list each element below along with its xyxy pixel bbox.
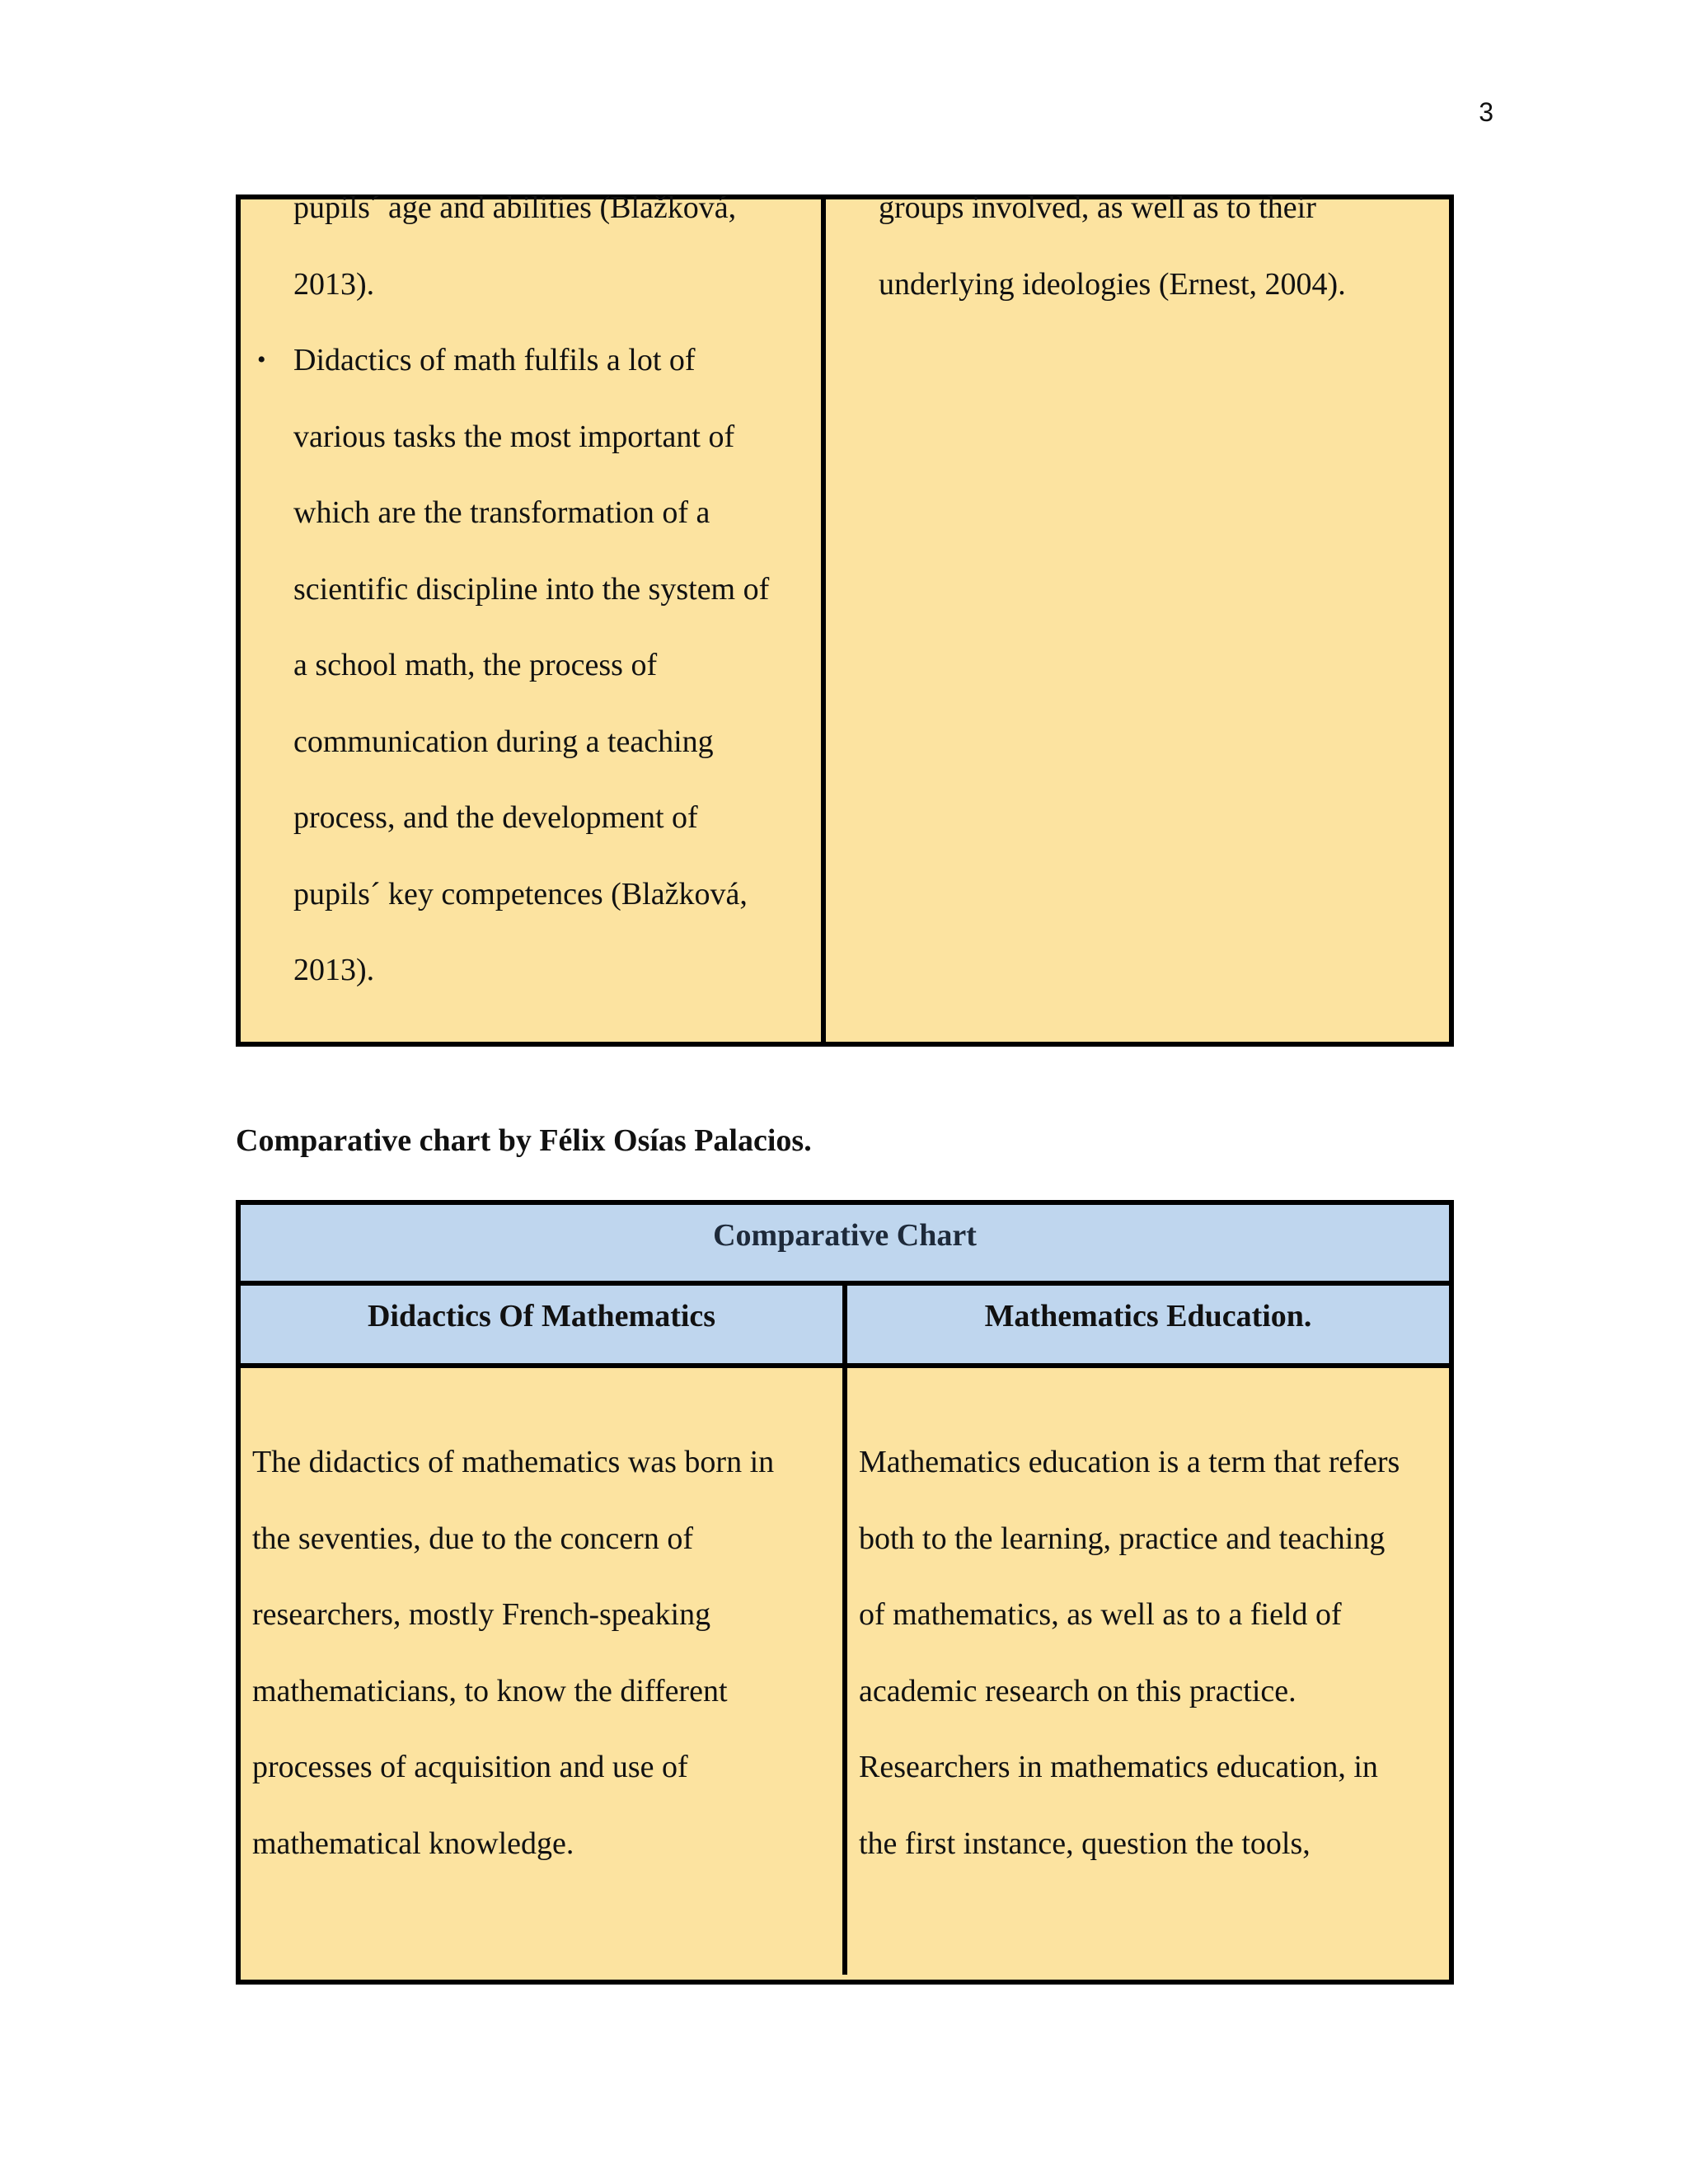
bullet-item xyxy=(254,322,769,1009)
chart-caption: Comparative chart by Félix Osías Palacios. xyxy=(236,1123,812,1158)
continued-table-left-cell xyxy=(241,190,826,1042)
text-line: pupils´ key competences (Blažková, xyxy=(293,876,748,912)
text-line: process, and the development of xyxy=(293,800,698,835)
column-header-didactics: Didactics Of Mathematics xyxy=(241,1286,847,1363)
text-line: underlying ideologies (Ernest, 2004). xyxy=(879,266,1346,302)
text-line: 2013). xyxy=(293,266,375,302)
text-line: processes of acquisition and use of xyxy=(252,1750,688,1784)
didactics-cell xyxy=(241,1368,847,1975)
text-line: both to the learning, practice and teaching xyxy=(859,1521,1386,1556)
left-cell-text xyxy=(254,170,769,1009)
text-line: a school math, the process of xyxy=(293,648,658,682)
text-line: Mathematics education is a term that refers xyxy=(859,1445,1400,1479)
text-line: mathematicians, to know the different xyxy=(252,1673,728,1708)
math-education-text xyxy=(859,1424,1400,1882)
text-line: Researchers in mathematics education, in xyxy=(859,1750,1378,1784)
text-line: academic research on this practice. xyxy=(859,1673,1296,1708)
didactics-text xyxy=(252,1424,774,1882)
right-cell-text xyxy=(879,170,1346,322)
comparative-table xyxy=(236,1200,1454,1985)
text-line: communication during a teaching xyxy=(293,724,714,759)
text-line: The didactics of mathematics was born in xyxy=(252,1445,775,1479)
text-line: the seventies, due to the concern of xyxy=(252,1521,693,1556)
math-education-cell xyxy=(847,1368,1449,1975)
text-line: the first instance, question the tools, xyxy=(859,1825,1311,1861)
comparative-table-body-row xyxy=(241,1368,1449,1975)
text-line: Didactics of math fulfils a lot of xyxy=(293,343,696,377)
text-line: researchers, mostly French-speaking xyxy=(252,1597,711,1632)
text-line: groups involved, as well as to their xyxy=(879,190,1316,225)
text-line: pupils´ age and abilities (Blažková, xyxy=(293,190,737,225)
column-header-math-education: Mathematics Education. xyxy=(984,1299,1312,1333)
comparative-table-title: Comparative Chart xyxy=(241,1205,1449,1286)
bullet-icon: • xyxy=(257,346,266,373)
comparative-table-header-row xyxy=(241,1286,1449,1368)
text-line: scientific discipline into the system of xyxy=(293,571,770,607)
page-number: 3 xyxy=(1479,97,1493,127)
text-line: 2013). xyxy=(293,953,375,987)
text-line: which are the transformation of a xyxy=(293,495,710,530)
text-line: various tasks the most important of xyxy=(293,419,735,454)
text-line: of mathematics, as well as to a field of xyxy=(859,1597,1342,1632)
text-line: mathematical knowledge. xyxy=(252,1825,574,1861)
continued-table-right-cell xyxy=(826,190,1449,1042)
continued-table xyxy=(236,190,1454,1047)
